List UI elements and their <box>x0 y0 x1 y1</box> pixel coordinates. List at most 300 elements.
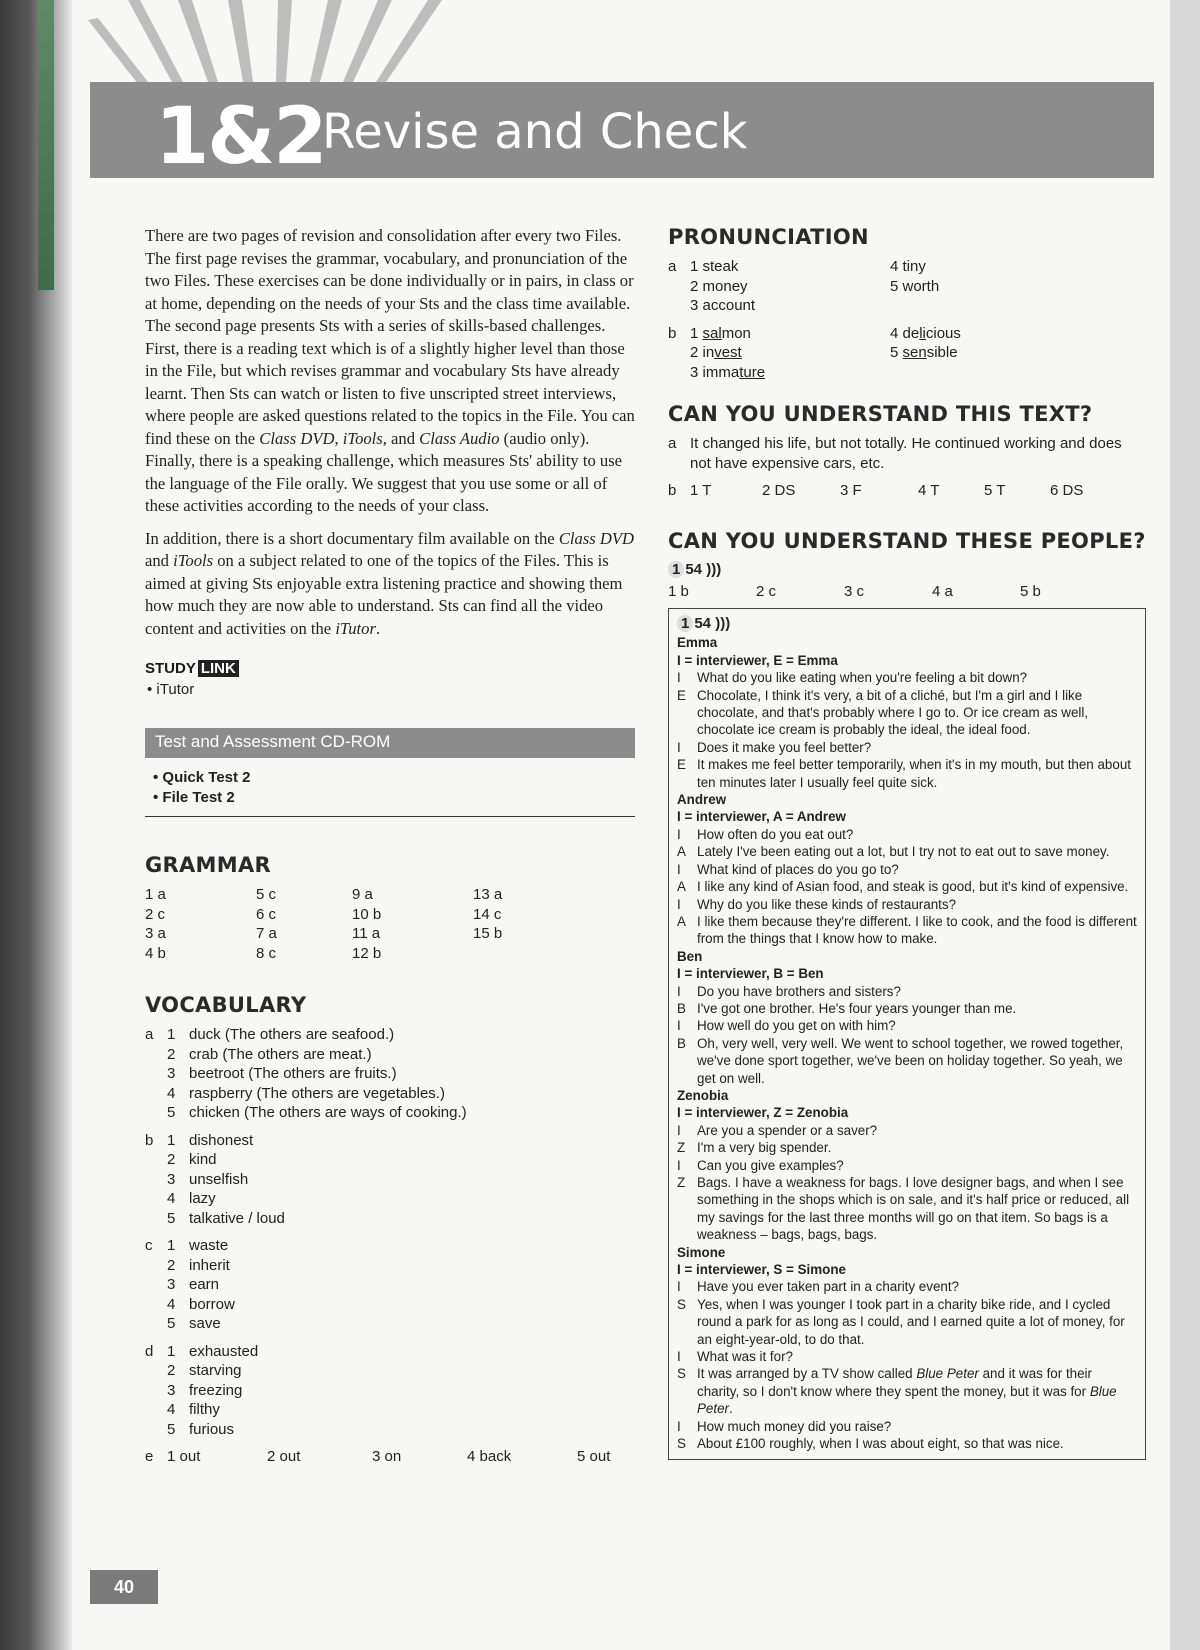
answer-text: It changed his life, but not totally. He continued working and does not have expensive cars, etc. <box>690 435 1122 472</box>
transcript-text <box>697 878 1137 895</box>
speaker-initial: S <box>677 1296 686 1312</box>
grammar-answer: 6 c <box>256 905 277 923</box>
exercise-letter <box>145 1295 167 1315</box>
vocab-answer: raspberry (The others are vegetables.) <box>189 1084 445 1102</box>
transcript-line <box>677 878 1137 895</box>
speaker-initial: I <box>677 670 681 686</box>
speaker-intro: I = interviewer, B = Ben <box>677 966 824 982</box>
vocab-answer: borrow <box>189 1295 235 1313</box>
transcript-segment: I like them because they're different. I like to cook, and the food is different from the things that I know how to make. <box>697 913 1137 947</box>
transcript-text <box>697 896 1137 913</box>
transcript-segment: Are you a spender or a saver? <box>697 1122 878 1138</box>
vocab-group-b <box>145 1131 635 1229</box>
grammar-answer: 5 c <box>256 886 277 903</box>
speaker-initial: I <box>677 1279 681 1295</box>
stressed: ture <box>739 363 766 381</box>
page-number: 40 <box>90 1570 158 1604</box>
item-number: 3 <box>167 1381 176 1399</box>
exercise-letter: e <box>145 1448 154 1465</box>
grammar-answer: 2 c <box>145 905 166 923</box>
pronunciation-a <box>668 257 1146 316</box>
speaker-initial: I <box>677 896 681 912</box>
intro-paragraph-1 <box>145 225 635 518</box>
item-number: 2 <box>167 1045 176 1063</box>
left-column <box>145 225 635 1467</box>
transcript-line <box>677 1122 1137 1139</box>
vocab-answer: unselfish <box>189 1170 249 1188</box>
transcript-text <box>697 913 1137 948</box>
assessment-item-text: File Test 2 <box>162 789 235 806</box>
vocab-row <box>145 1189 635 1209</box>
vocab-answer: filthy <box>189 1401 220 1418</box>
cd-number: 1 <box>677 615 693 632</box>
vocabulary-heading: VOCABULARY <box>145 993 307 1017</box>
transcript-text <box>697 1348 1137 1365</box>
text: and <box>145 551 174 570</box>
vocab-answer: 5 out <box>577 1448 611 1465</box>
vocab-row <box>145 1025 635 1045</box>
study-link-text: iTutor <box>156 681 195 698</box>
item-number: 2 <box>167 1256 176 1274</box>
transcript-line <box>677 861 1137 878</box>
speaker-name: Zenobia <box>677 1087 729 1103</box>
speaker-initial: A <box>677 879 686 895</box>
vocab-answer: furious <box>189 1420 235 1438</box>
grammar-answer: 9 a <box>352 886 373 903</box>
vocab-row <box>145 1361 635 1381</box>
unstressed: cious <box>925 324 961 342</box>
exercise-letter <box>145 1400 167 1420</box>
vocab-row <box>145 1275 635 1295</box>
vocab-row <box>145 1209 635 1229</box>
exercise-letter: b <box>668 482 677 499</box>
book-spine <box>0 0 72 1650</box>
speaker-name: Simone <box>677 1244 726 1260</box>
transcript-text <box>697 739 1137 756</box>
intro-paragraph-2 <box>145 528 635 641</box>
transcript-line <box>677 1017 1137 1034</box>
speaker-icon: ))) <box>715 615 731 632</box>
vocabulary-e-row <box>145 1447 635 1467</box>
transcript-segment: Can you give examples? <box>697 1157 844 1173</box>
vocabulary-answers <box>145 1025 635 1439</box>
vocab-answer: earn <box>189 1276 220 1293</box>
people-answer: 2 c <box>756 583 777 600</box>
speaker-initial: Z <box>677 1140 686 1156</box>
transcript-segment: Why do you like these kinds of restaurants? <box>697 896 957 912</box>
speaker-intro: I = interviewer, Z = Zenobia <box>677 1105 849 1121</box>
pron-answer <box>690 363 890 383</box>
transcript-line <box>677 1278 1137 1295</box>
transcript-line <box>677 1418 1137 1435</box>
transcript-segment: Oh, very well, very well. We went to school together, we rowed together, we've done sport together, we've been on holiday together. So yeah, we get on well. <box>697 1035 1124 1086</box>
speaker-initial: S <box>677 1436 686 1452</box>
pron-answer: 4 tiny <box>890 258 926 275</box>
pron-answer: 1 steak <box>690 258 739 275</box>
text-answer-a <box>668 434 1146 473</box>
pron-b-right <box>890 324 961 383</box>
transcript-text <box>697 669 1137 686</box>
transcript-segment: What do you like eating when you're feeling a bit down? <box>697 670 1028 686</box>
item-number: 1 <box>167 1342 176 1360</box>
transcript-line <box>677 826 1137 843</box>
transcript-text <box>697 1296 1137 1348</box>
transcript-segment: Have you ever taken part in a charity event? <box>697 1279 960 1295</box>
transcript-body <box>677 634 1137 1452</box>
text-answer-b <box>668 481 1146 501</box>
exercise-letter <box>145 1314 167 1334</box>
vocab-row <box>145 1256 635 1276</box>
transcript-italic: Blue Peter <box>697 1383 1117 1417</box>
speaker-initial: E <box>677 687 686 703</box>
speaker-intro: I = interviewer, A = Andrew <box>677 809 846 825</box>
tf-answer: 5 T <box>984 482 1006 499</box>
exercise-letter <box>145 1209 167 1229</box>
exercise-letter <box>145 1103 167 1123</box>
speaker-initial: A <box>677 913 686 929</box>
grammar-answer: 13 a <box>473 886 503 903</box>
speaker-initial: B <box>677 1000 686 1016</box>
vocab-answer: starving <box>189 1362 242 1379</box>
item-number: 4 <box>167 1190 176 1207</box>
text: on a subject related to one of the topics of the Files. This is aimed at giving Sts enjoyable extra listening practice and showing them how much they are now able to understand. Sts can find all the video content and activities on the <box>145 551 623 638</box>
vocab-row <box>145 1103 635 1123</box>
num: 4 <box>890 324 903 342</box>
transcript-text <box>697 687 1137 739</box>
exercise-letter <box>145 1189 167 1209</box>
transcript-segment: I like any kind of Asian food, and steak is good, but it's kind of expensive. <box>697 879 1129 895</box>
grammar-answer: 14 c <box>473 905 502 923</box>
transcript-segment: How often do you eat out? <box>697 826 854 842</box>
transcript-line <box>677 1435 1137 1452</box>
speaker-initial: I <box>677 826 681 842</box>
text-italic: Class Audio <box>419 428 500 448</box>
vocab-answer: beetroot (The others are fruits.) <box>189 1065 397 1082</box>
vocab-row <box>145 1131 635 1151</box>
transcript-text <box>697 1278 1137 1295</box>
transcript-text <box>697 826 1137 843</box>
pron-answer: 2 money <box>690 277 748 295</box>
divider <box>145 816 635 817</box>
vocab-answer: inherit <box>189 1256 230 1274</box>
vocab-answer: dishonest <box>189 1131 254 1149</box>
speaker-initial: I <box>677 1418 681 1434</box>
vocab-row <box>145 1064 635 1084</box>
transcript-line <box>677 1035 1137 1087</box>
transcript-line <box>677 1348 1137 1365</box>
pron-answer <box>690 324 890 344</box>
speaker-initial: Z <box>677 1175 686 1190</box>
vocab-row <box>145 1314 635 1334</box>
tf-answer: 2 DS <box>762 482 796 499</box>
item-number: 1 <box>167 1237 176 1254</box>
transcript-line <box>677 1365 1137 1417</box>
exercise-letter: b <box>145 1131 154 1149</box>
people-answer: 5 b <box>1020 583 1041 600</box>
cd-number: 1 <box>668 561 684 578</box>
transcript-text <box>697 1122 1137 1139</box>
item-number: 5 <box>167 1209 176 1227</box>
pron-answer <box>690 343 890 363</box>
grammar-heading: GRAMMAR <box>145 853 271 877</box>
vocab-row <box>145 1170 635 1190</box>
speaker-initial: I <box>677 1122 681 1138</box>
transcript-segment: . <box>729 1401 733 1417</box>
speaker-initial: S <box>677 1366 686 1382</box>
pron-b-left <box>690 324 890 383</box>
tf-answer: 6 DS <box>1050 482 1084 499</box>
vocab-group-a <box>145 1025 635 1123</box>
text: , and <box>382 428 420 448</box>
item-number: 3 <box>167 1276 176 1293</box>
transcript-line <box>677 1139 1137 1156</box>
vocab-answer: 4 back <box>467 1448 512 1465</box>
speaker-initial: B <box>677 1035 686 1051</box>
people-answer: 1 b <box>668 583 689 600</box>
transcript-line <box>677 896 1137 913</box>
item-number: 1 <box>167 1026 176 1043</box>
vocab-row <box>145 1150 635 1170</box>
exercise-letter <box>145 1275 167 1295</box>
text-section-heading: CAN YOU UNDERSTAND THIS TEXT? <box>668 402 1093 426</box>
exercise-letter <box>145 1361 167 1381</box>
item-number: 5 <box>167 1315 176 1332</box>
pron-a-left <box>690 257 890 316</box>
speaker-initial: I <box>677 1018 681 1034</box>
transcript-text <box>697 1418 1137 1435</box>
text-italic: Class DVD <box>558 528 634 548</box>
transcript-track[interactable] <box>677 615 1137 632</box>
item-number: 5 <box>167 1420 176 1438</box>
transcript-segment: and it was for their charity, so I don't know where they spent the money, but it was for <box>697 1366 1092 1399</box>
stressed: sen <box>902 344 927 361</box>
grammar-answer: 11 a <box>352 925 381 942</box>
num: 5 <box>890 344 903 361</box>
audio-track[interactable] <box>668 561 1146 578</box>
transcript-text <box>697 843 1137 860</box>
assessment-list <box>153 768 635 808</box>
vocab-answer: lazy <box>189 1190 216 1207</box>
speaker-initial: I <box>677 739 681 755</box>
assessment-item: • File Test 2 <box>153 789 235 806</box>
grammar-answers <box>145 885 518 963</box>
text: (audio only). Finally, there is a speaking challenge, which measures Sts' ability to use the language of the File orally. We suggest that you use some or all of these activities according to the needs of your class. <box>145 428 623 515</box>
study-link-item: • iTutor <box>147 681 195 698</box>
exercise-letter: b <box>668 324 677 342</box>
page-title: Revise and Check <box>322 104 748 160</box>
assessment-item-text: Quick Test 2 <box>162 769 251 786</box>
transcript-line <box>677 843 1137 860</box>
transcript-segment: Chocolate, I think it's very, a bit of a cliché, but I'm a girl and I like chocolate, and that's probably where I go to. Or ice cream as well, chocolate ice cream is probably the ideal, the ideal food. <box>697 687 1089 738</box>
assessment-bar: Test and Assessment CD-ROM <box>145 728 635 758</box>
item-number: 4 <box>167 1295 176 1313</box>
transcript-italic: Blue Peter <box>916 1366 979 1382</box>
text: There are two pages of revision and consolidation after every two Files. The first page revises the grammar, vocabulary, and pronunciation of the two Files. These exercises can be done individually or in pairs, in class or at home, depending on the needs of your Sts and the class time available. The second page presents Sts with a series of skills-based challenges. First, there is a reading text which is of a slightly higher level than those in the File, but which revises grammar and vocabulary Sts have already learnt. Then Sts can watch or listen to five unscripted street interviews, where people are asked questions related to the topics in the File. You can find these on the <box>145 226 635 448</box>
text: . <box>375 618 381 638</box>
assessment-item: • Quick Test 2 <box>153 769 251 786</box>
speaker-initial: I <box>677 861 681 877</box>
text: , <box>334 428 343 448</box>
transcript-text <box>697 1000 1137 1017</box>
vocab-row <box>145 1420 635 1440</box>
stressed: li <box>919 324 926 342</box>
unstressed: imma <box>702 363 740 381</box>
speaker-intro: I = interviewer, S = Simone <box>677 1262 846 1278</box>
vocab-answer: exhausted <box>189 1342 259 1360</box>
text-italic: iTools <box>342 428 383 448</box>
transcript-text <box>697 1035 1137 1087</box>
exercise-letter <box>145 1064 167 1084</box>
text-italic: Class DVD <box>259 428 335 448</box>
vocab-answer: kind <box>189 1151 217 1168</box>
transcript-segment: Yes, when I was younger I took part in a charity bike ride, and I cycled round a park for as long as I could, and I earned quite a lot of money, for an eight-year-old, to do that. <box>697 1296 1125 1347</box>
transcript-line <box>677 1157 1137 1174</box>
speaker-initial: I <box>677 1349 681 1365</box>
num: 2 <box>690 344 703 361</box>
vocab-answer: freezing <box>189 1381 243 1399</box>
unstressed: sible <box>926 344 958 361</box>
speaker-intro: I = interviewer, E = Emma <box>677 652 838 668</box>
tf-answer: 3 F <box>840 482 862 499</box>
grammar-answer: 1 a <box>145 886 166 903</box>
vocab-answer: 1 out <box>167 1448 201 1465</box>
exercise-letter <box>145 1045 167 1065</box>
track-number: 54 <box>685 561 703 578</box>
pron-answer: 5 worth <box>890 277 940 295</box>
num: 3 <box>690 363 703 381</box>
vocab-answer: talkative / loud <box>189 1209 285 1227</box>
transcript-line <box>677 687 1137 739</box>
grammar-answer: 8 c <box>256 944 277 962</box>
pron-answer: 3 account <box>690 297 756 314</box>
transcript-line <box>677 756 1137 791</box>
transcript-segment: About £100 roughly, when I was about eight, so that was nice. <box>697 1436 1064 1452</box>
item-number: 3 <box>167 1065 176 1082</box>
vocab-answer: duck (The others are seafood.) <box>189 1026 395 1043</box>
exercise-letter: c <box>145 1237 153 1254</box>
vocab-row <box>145 1236 635 1256</box>
transcript-line <box>677 1174 1137 1244</box>
grammar-answer: 12 b <box>352 944 382 962</box>
transcript-segment: Do you have brothers and sisters? <box>697 983 901 999</box>
transcript-segment: How much money did you raise? <box>697 1418 892 1434</box>
study-link-heading <box>145 660 635 677</box>
exercise-letter <box>145 1256 167 1276</box>
text-italic: iTutor <box>335 618 376 638</box>
item-number: 5 <box>167 1104 176 1121</box>
transcript-text <box>697 1017 1137 1034</box>
grammar-answer: 7 a <box>256 925 277 942</box>
transcript-segment: How well do you get on with him? <box>697 1018 896 1034</box>
pron-a-right <box>890 257 939 316</box>
text: In addition, there is a short documentary film available on the <box>145 528 559 548</box>
text-italic: iTools <box>173 551 214 570</box>
stressed: sal <box>702 324 722 342</box>
transcript-text <box>697 756 1137 791</box>
transcript-text <box>697 1157 1137 1174</box>
transcript-segment: Bags. I have a weakness for bags. I love designer bags, and when I see something in the shops which is on sale, and it's half price or reduced, all my savings for the last three months will go on that item. So bags is a weakness – bags, bags, bags. <box>697 1175 1130 1243</box>
people-answers <box>668 582 1146 602</box>
item-number: 3 <box>167 1170 176 1188</box>
transcript-line <box>677 1000 1137 1017</box>
vocab-answer: save <box>189 1315 221 1332</box>
exercise-letter: d <box>145 1342 154 1360</box>
transcript-segment: What was it for? <box>697 1349 793 1365</box>
transcript-line <box>677 669 1137 686</box>
speaker-name: Andrew <box>677 792 727 808</box>
unstressed: in <box>702 344 715 361</box>
item-number: 2 <box>167 1151 176 1168</box>
exercise-letter <box>145 1084 167 1104</box>
grammar-answer: 3 a <box>145 925 166 942</box>
track-number: 54 <box>694 615 712 632</box>
transcript-segment: I'm a very big spender. <box>697 1140 832 1156</box>
vocab-answer: crab (The others are meat.) <box>189 1045 372 1063</box>
header-sunburst-decoration <box>88 0 508 90</box>
spine-green-strip <box>38 0 54 290</box>
vocab-row <box>145 1295 635 1315</box>
stressed: vest <box>714 344 742 361</box>
study-label: STUDY <box>145 660 196 677</box>
people-answer: 4 a <box>932 583 953 600</box>
exercise-letter: a <box>145 1026 154 1043</box>
speaker-initial: I <box>677 983 681 999</box>
vocab-answer: chicken (The others are ways of cooking.) <box>189 1104 467 1121</box>
vocab-row <box>145 1400 635 1420</box>
transcript-text <box>697 1365 1137 1417</box>
grammar-answer <box>473 944 518 964</box>
transcript-segment: It makes me feel better temporarily, when it's in my mouth, but then about ten minutes later I usually feel quite sick. <box>697 757 1131 790</box>
grammar-answer: 15 b <box>473 925 503 942</box>
transcript-segment: Lately I've been eating out a lot, but I try not to eat out to save money. <box>697 844 1110 860</box>
vocab-row <box>145 1045 635 1065</box>
vocab-answer: 2 out <box>267 1448 301 1465</box>
vocab-group-c <box>145 1236 635 1334</box>
vocab-row <box>145 1381 635 1401</box>
people-section-heading: CAN YOU UNDERSTAND THESE PEOPLE? <box>668 529 1146 553</box>
num: 1 <box>690 324 703 342</box>
exercise-letter <box>145 1381 167 1401</box>
transcript-text <box>697 1174 1137 1244</box>
transcript-segment: I've got one brother. He's four years younger than me. <box>697 1000 1017 1016</box>
exercise-letter <box>145 1150 167 1170</box>
transcript-line <box>677 739 1137 756</box>
pronunciation-b <box>668 324 1146 383</box>
item-number: 4 <box>167 1084 176 1102</box>
transcript-segment: Does it make you feel better? <box>697 739 872 755</box>
exercise-letter <box>145 1170 167 1190</box>
pron-answer <box>890 324 961 344</box>
link-label: LINK <box>198 660 239 677</box>
transcript-box <box>668 608 1146 1460</box>
transcript-line <box>677 983 1137 1000</box>
pronunciation-heading: PRONUNCIATION <box>668 225 869 249</box>
tf-answer: 1 T <box>690 482 712 499</box>
vocab-answer: 3 on <box>372 1448 402 1465</box>
speaker-initial: A <box>677 844 686 860</box>
pron-answer <box>890 343 961 363</box>
transcript-text <box>697 983 1137 1000</box>
vocab-answer: waste <box>189 1237 229 1254</box>
exercise-letter: a <box>668 258 677 275</box>
tf-answer: 4 T <box>918 482 940 499</box>
transcript-segment: It was arranged by a TV show called <box>697 1366 917 1382</box>
transcript-line <box>677 1296 1137 1348</box>
unstressed: de <box>902 324 920 342</box>
speaker-icon: ))) <box>706 561 722 578</box>
transcript-line <box>677 913 1137 948</box>
unstressed: mon <box>721 324 751 342</box>
